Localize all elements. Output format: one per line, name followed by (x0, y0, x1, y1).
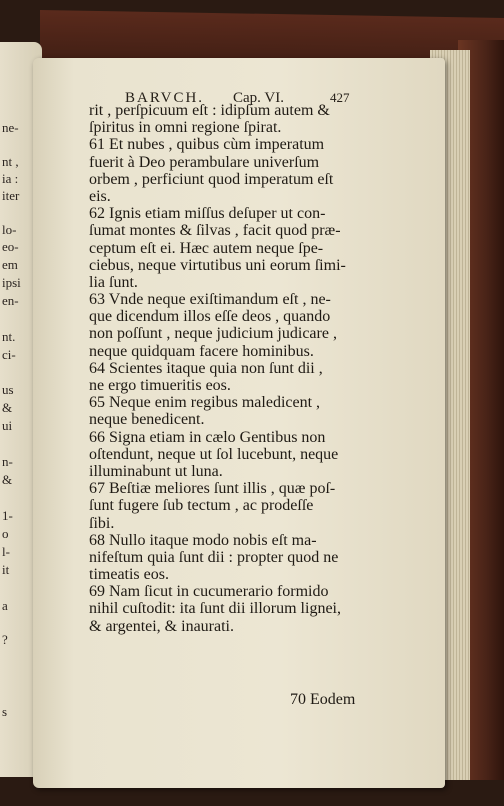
left-fragment: ia : (2, 171, 19, 186)
left-fragment: ne- (2, 120, 19, 135)
left-fragment: ipsi (2, 275, 21, 290)
text-line: & argentei, & inaurati. (89, 617, 234, 635)
verse-62: 62 Ignis etiam miſſus deſuper ut con- (89, 205, 326, 223)
text-line: ſumat montes & ſilvas , facit quod præ- (89, 222, 341, 240)
verse-65: 65 Neque enim regibus maledicent , (89, 394, 321, 412)
text-line: illuminabunt ut luna. (89, 462, 223, 480)
left-fragment: lo- (2, 222, 17, 237)
text-line: ne ergo timueritis eos. (89, 377, 231, 394)
left-fragment: & (2, 400, 13, 415)
text-line: non poſſunt , neque judicium judicare , (89, 325, 337, 343)
text-line: ciebus, neque virtutibus uni eorum ſimi- (89, 256, 346, 274)
verse-68: 68 Nullo itaque modo nobis eſt ma- (89, 531, 317, 549)
text-line: ſunt fugere ſub tectum , ac prodeſſe (89, 497, 314, 515)
left-fragment: ci- (2, 347, 16, 362)
left-fragment: o (2, 526, 9, 541)
text-line: eis. (89, 187, 111, 205)
left-fragment: en- (2, 293, 19, 308)
left-fragment: a (2, 598, 8, 613)
chapter-label: Cap. VI. (233, 90, 284, 106)
verse-61: 61 Et nubes , quibus cùm imperatum (89, 136, 325, 154)
text-line: nifeſtum quia ſunt dii : propter quod ne (89, 548, 339, 566)
text-line: ceptum eſt ei. Hæc autem neque ſpe- (89, 239, 324, 257)
text-line: fuerit à Deo perambulare univerſum (89, 153, 320, 171)
book-title: BARVCH. (125, 90, 205, 106)
left-fragment: & (2, 472, 13, 487)
text-line: oſtendunt, neque ut ſol lucebunt, neque (89, 445, 339, 463)
left-fragment: eo- (2, 239, 19, 254)
text-line: neque quidquam facere hominibus. (89, 342, 314, 360)
text-line: ſibi. (89, 514, 115, 532)
left-fragment: 1- (2, 508, 13, 523)
text-line: orbem , perficiunt quod imperatum eſt (89, 170, 334, 188)
text-line: que dicendum illos eſſe deos , quando (89, 308, 331, 326)
catchword: 70 Eodem (290, 691, 356, 708)
left-fragment: ? (2, 632, 8, 647)
text-line: rit , perſpicuum eſt : idipſum autem & (89, 102, 330, 119)
book-page (33, 58, 445, 788)
left-fragment: nt , (2, 154, 19, 169)
text-line: lia ſunt. (89, 273, 138, 291)
text-line: ſpiritus in omni regione ſpirat. (89, 119, 282, 137)
left-fragment: iter (2, 188, 20, 203)
left-fragment: s (2, 704, 8, 719)
page-text (89, 102, 429, 635)
text-line: timeatis eos. (89, 566, 169, 584)
left-fragment: l- (2, 544, 10, 559)
text-line: neque benedicent. (89, 411, 205, 429)
text-line: nihil cuſtodit: ita ſunt dii illorum lignei, (89, 600, 341, 618)
verse-67: 67 Beſtiæ meliores ſunt illis , quæ poſ- (89, 480, 336, 498)
left-fragment: us (2, 382, 14, 397)
verse-69: 69 Nam ſicut in cucumerario formido (89, 583, 329, 601)
left-fragment: nt. (2, 329, 16, 344)
left-fragment: ui (2, 418, 13, 433)
verse-64: 64 Scientes itaque quia non ſunt dii , (89, 359, 323, 377)
left-fragment: n- (2, 454, 13, 469)
left-fragment: em (2, 257, 18, 272)
page-number: 427 (330, 90, 350, 105)
left-fragment: it (2, 562, 10, 577)
verse-63: 63 Vnde neque exiſtimandum eſt , ne- (89, 291, 331, 309)
verse-66: 66 Signa etiam in cælo Gentibus non (89, 428, 326, 446)
